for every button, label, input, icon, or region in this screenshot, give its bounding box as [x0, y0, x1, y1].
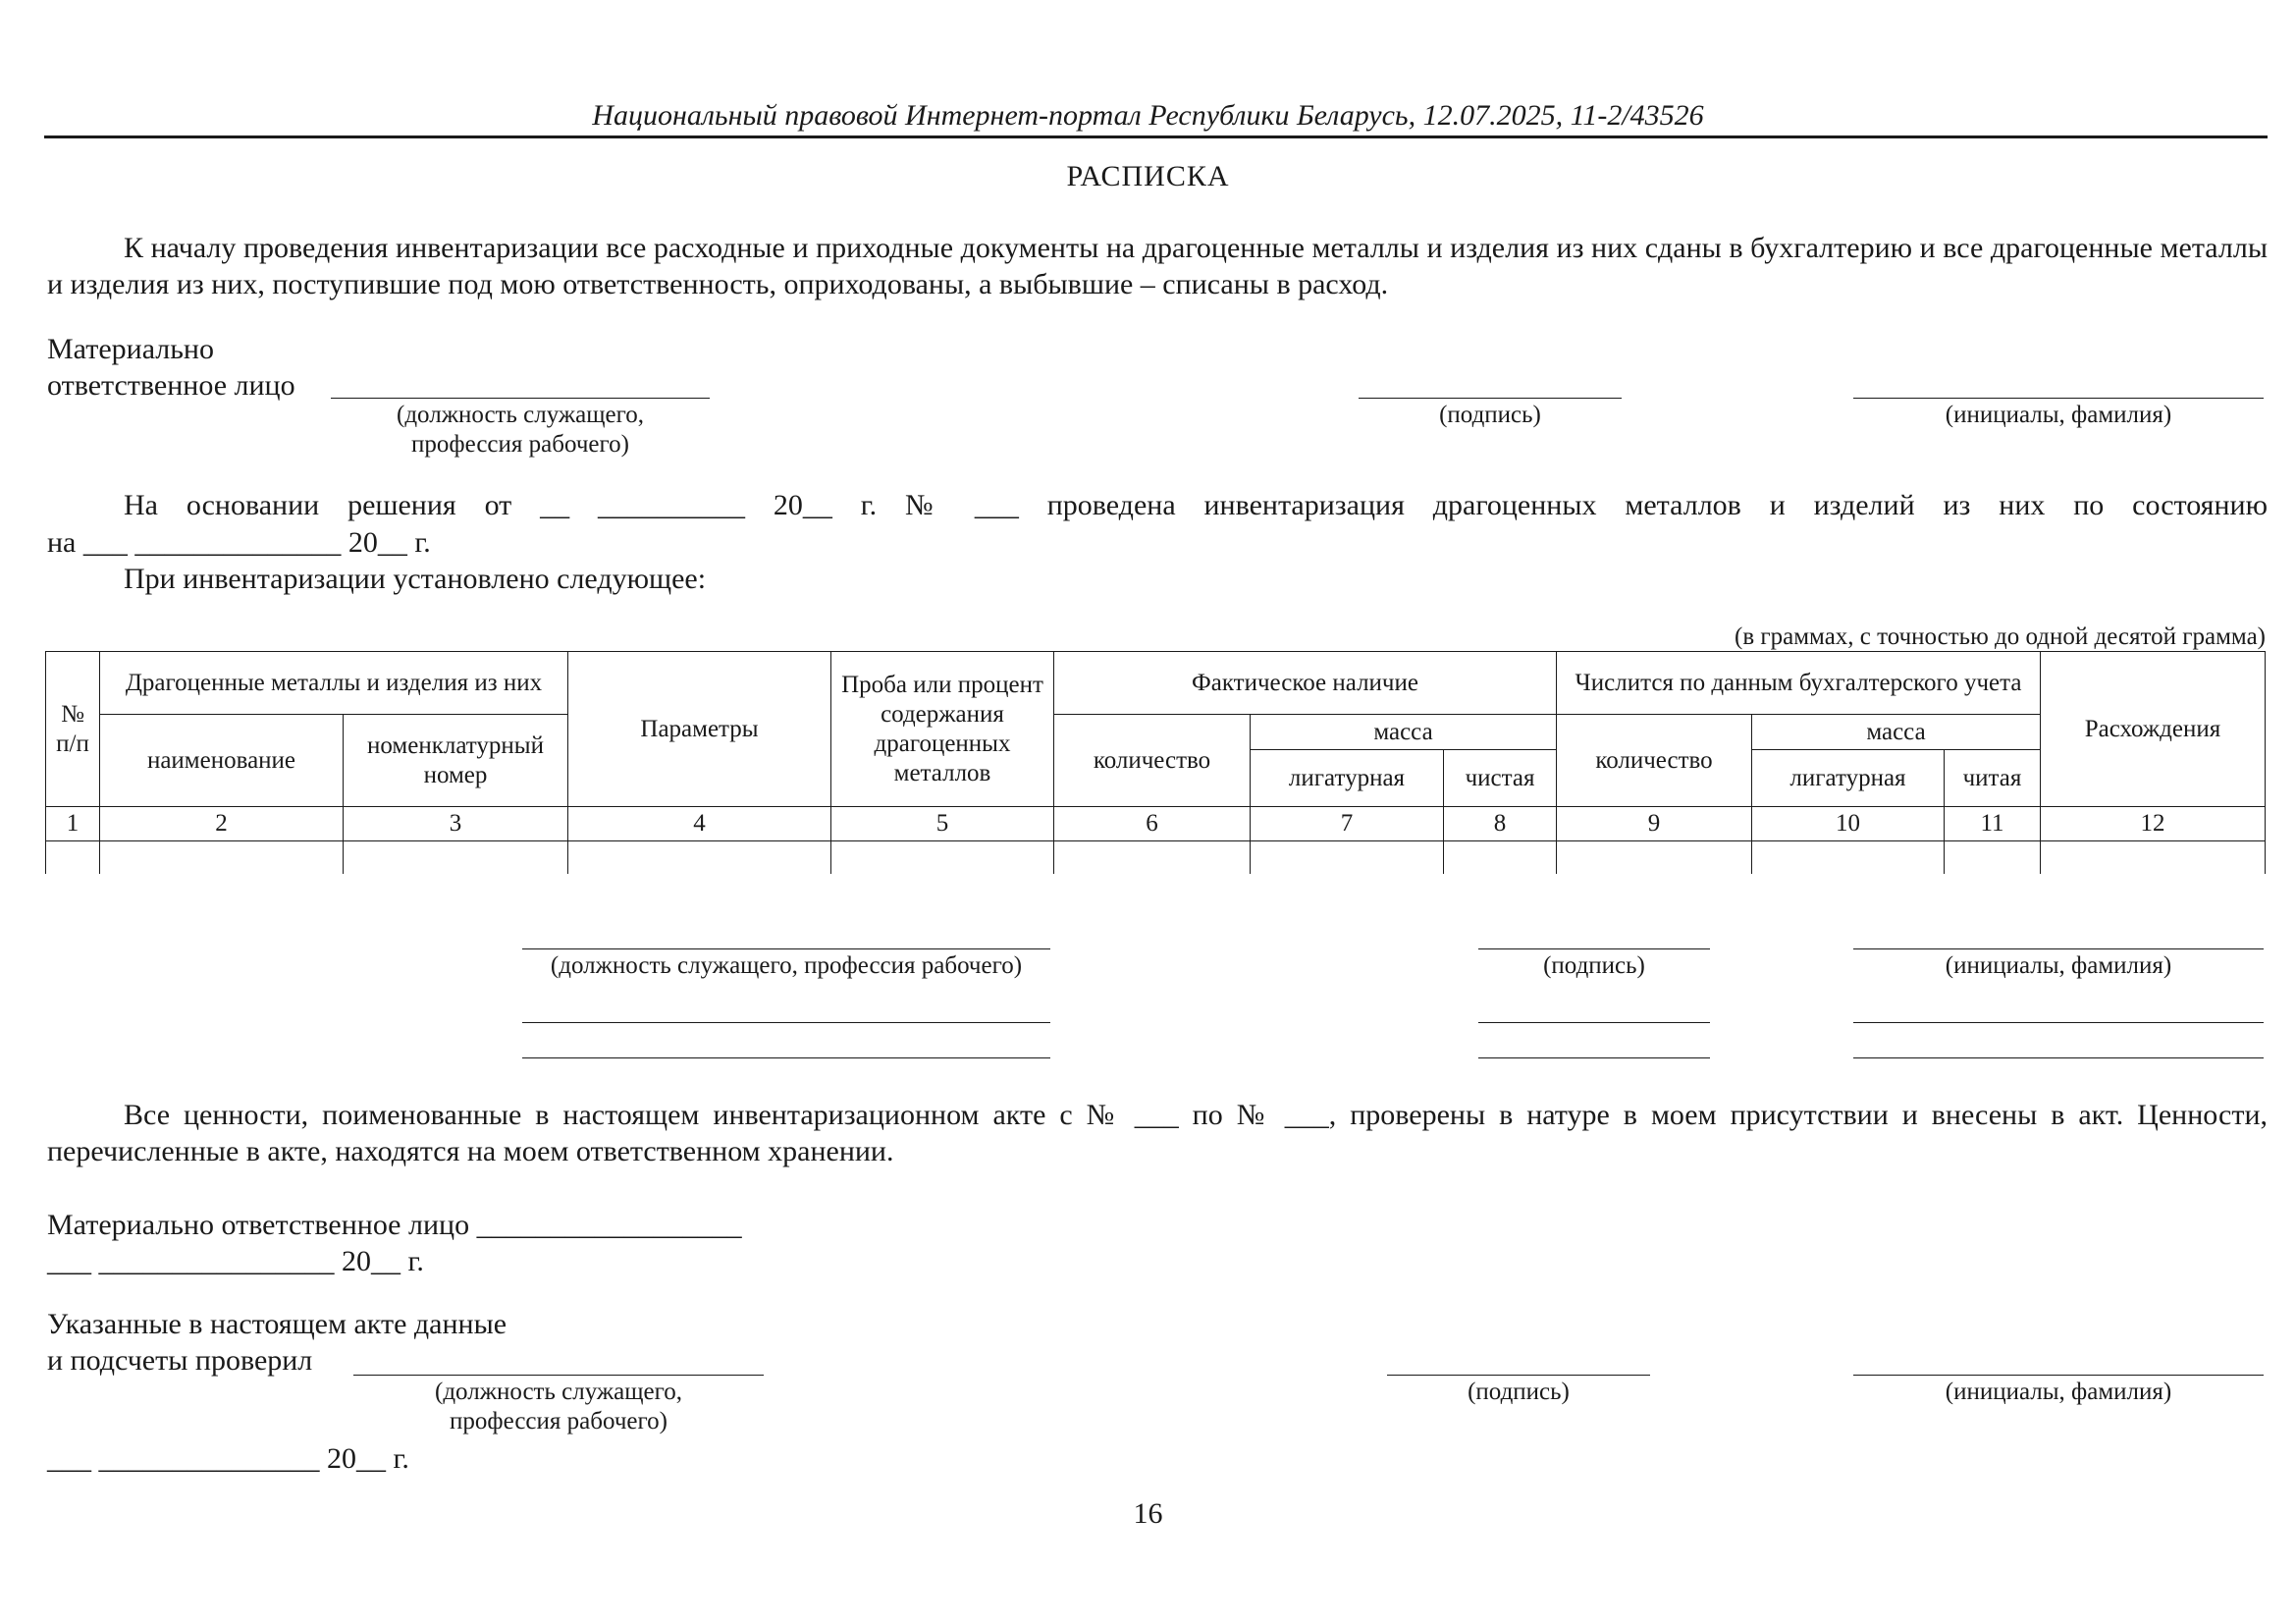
table-cell[interactable]: [344, 841, 568, 875]
checker-position-field[interactable]: [353, 1375, 764, 1376]
commission-name-field-1[interactable]: [1853, 948, 2264, 949]
mol2-date: ___ ________________ 20__ г.: [47, 1245, 424, 1277]
commission-name-field-3[interactable]: [1853, 1057, 2264, 1058]
column-number: 4: [568, 807, 831, 841]
header-name: наименование: [100, 715, 344, 807]
page-number: 16: [1133, 1497, 1163, 1530]
column-number: 1: [46, 807, 100, 841]
table-cell[interactable]: [568, 841, 831, 875]
mol-position-caption-2: профессия рабочего): [411, 431, 629, 458]
decision-line-2: на ___ ______________ 20__ г.: [47, 526, 431, 559]
commission-signature-caption: (подпись): [1543, 952, 1645, 979]
mol-name-field[interactable]: [1853, 398, 2264, 399]
mol-position-field[interactable]: [331, 398, 710, 399]
column-number: 10: [1752, 807, 1945, 841]
header-qty-accounting: количество: [1557, 715, 1752, 807]
checker-name-field[interactable]: [1853, 1375, 2264, 1376]
commission-name-caption: (инициалы, фамилия): [1945, 952, 2172, 979]
mol-position-caption-1: (должность служащего,: [397, 402, 644, 428]
checker-signature-field[interactable]: [1387, 1375, 1650, 1376]
header-num: № п/п: [46, 652, 100, 807]
document-title: РАСПИСКА: [1066, 160, 1230, 192]
table-cell[interactable]: [1444, 841, 1557, 875]
header-pure: чистая: [1444, 750, 1557, 807]
header-actual-group: Фактическое наличие: [1054, 652, 1557, 715]
column-number: 8: [1444, 807, 1557, 841]
column-number: 7: [1251, 807, 1444, 841]
header-mass-group-accounting: масса: [1752, 715, 2041, 750]
intro-paragraph: [47, 230, 2268, 302]
header-rule: [44, 135, 2268, 138]
document-header: Национальный правовой Интернет-портал Республики Беларусь, 12.07.2025, 11-2/43526: [592, 99, 1704, 132]
mol2-line: Материально ответственное лицо __________________: [47, 1209, 742, 1241]
units-note: (в граммах, с точностью до одной десятой грамма): [1735, 623, 2266, 650]
header-ligature-accounting: лигатурная: [1752, 750, 1945, 807]
column-number: 12: [2041, 807, 2266, 841]
table-cell[interactable]: [1251, 841, 1444, 875]
column-number-row: [46, 807, 2266, 841]
header-ligature: лигатурная: [1251, 750, 1444, 807]
mol-signature-caption: (подпись): [1439, 402, 1541, 428]
mol-label-2: ответственное лицо: [47, 369, 295, 402]
table-cell[interactable]: [2041, 841, 2266, 875]
checker-position-caption-1: (должность служащего,: [435, 1379, 682, 1405]
commission-name-field-2[interactable]: [1853, 1022, 2264, 1023]
checker-position-caption-2: профессия рабочего): [450, 1408, 667, 1435]
commission-signature-field-2[interactable]: [1478, 1022, 1710, 1023]
table-cell[interactable]: [46, 841, 100, 875]
table-row: [46, 841, 2266, 875]
column-number: 9: [1557, 807, 1752, 841]
values-text: Все ценности, поименованные в настоящем инвентаризационном акте с № ___ по № ___, проверены в натуре в моем присутствии и внесены в акт. Ценности, перечисленные в акте, находятся на моем ответственном хранении.: [47, 1099, 2268, 1167]
checker-label-2: и подсчеты проверил: [47, 1344, 313, 1377]
commission-position-field-3[interactable]: [522, 1057, 1050, 1058]
mol-label-1: Материально: [47, 333, 214, 365]
header-params: Параметры: [568, 652, 831, 807]
header-qty: количество: [1054, 715, 1251, 807]
established-text: При инвентаризации установлено следующее:: [124, 563, 707, 595]
header-assay: Проба или процент содержания драгоценных металлов: [831, 652, 1054, 807]
commission-signature-field-3[interactable]: [1478, 1057, 1710, 1058]
column-number: 2: [100, 807, 344, 841]
table-cell[interactable]: [1752, 841, 1945, 875]
header-accounting-group: Числится по данным бухгалтерского учета: [1557, 652, 2041, 715]
table-cell[interactable]: [831, 841, 1054, 875]
commission-position-caption: (должность служащего, профессия рабочего): [550, 952, 1023, 979]
intro-text: К началу проведения инвентаризации все расходные и приходные документы на драгоценные металлы и изделия из них сданы в бухгалтерию и все драгоценные металлы и изделия из них, поступившие под мою ответственность, оприходованы, а выбывшие – списаны в расход.: [47, 232, 2268, 300]
header-metals-group: Драгоценные металлы и изделия из них: [100, 652, 568, 715]
decision-line-1: На основании решения от __ __________ 20__ г. № ___ проведена инвентаризация драгоценных металлов и изделий из них по состоянию: [124, 489, 2268, 521]
checker-signature-caption: (подпись): [1468, 1379, 1570, 1405]
table-cell[interactable]: [100, 841, 344, 875]
column-number: 6: [1054, 807, 1251, 841]
column-number: 5: [831, 807, 1054, 841]
column-number: 3: [344, 807, 568, 841]
commission-position-field-2[interactable]: [522, 1022, 1050, 1023]
commission-signature-field-1[interactable]: [1478, 948, 1710, 949]
values-paragraph: [47, 1097, 2268, 1169]
header-nomenclature: номенклатурный номер: [344, 715, 568, 807]
table-cell[interactable]: [1054, 841, 1251, 875]
table-cell[interactable]: [1945, 841, 2041, 875]
inventory-table: [45, 651, 2266, 874]
commission-position-field-1[interactable]: [522, 948, 1050, 949]
checker-date: ___ _______________ 20__ г.: [47, 1442, 409, 1475]
header-diff: Расхождения: [2041, 652, 2266, 807]
checker-label-1: Указанные в настоящем акте данные: [47, 1308, 507, 1340]
table-cell[interactable]: [1557, 841, 1752, 875]
header-mass-group: масса: [1251, 715, 1557, 750]
checker-name-caption: (инициалы, фамилия): [1945, 1379, 2172, 1405]
column-number: 11: [1945, 807, 2041, 841]
mol-name-caption: (инициалы, фамилия): [1945, 402, 2172, 428]
header-pure-accounting: читая: [1945, 750, 2041, 807]
mol-signature-field[interactable]: [1359, 398, 1622, 399]
